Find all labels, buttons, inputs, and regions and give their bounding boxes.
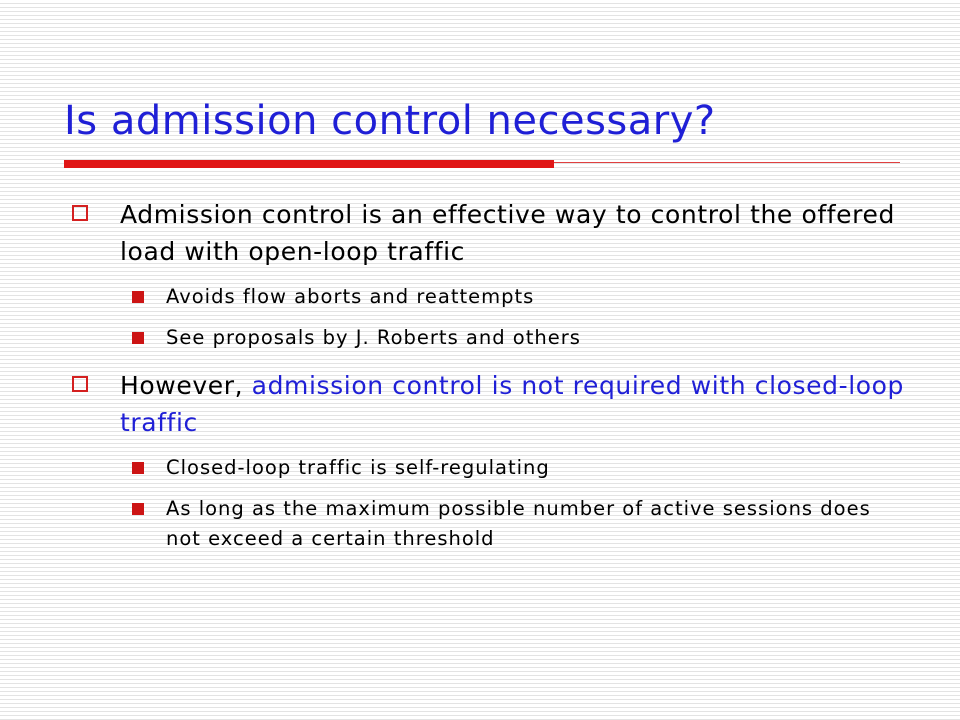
bullet-prefix: However, [120, 371, 252, 400]
sub-bullet-self-regulating [72, 453, 912, 483]
bullet-however [72, 367, 912, 441]
sub-bullet-text: Closed-loop traffic is self-regulating [166, 456, 550, 479]
slide-body [72, 196, 912, 565]
filled-square-bullet-icon [132, 332, 144, 344]
filled-square-bullet-icon [132, 503, 144, 515]
bullet-admission-control [72, 196, 912, 270]
filled-square-bullet-icon [132, 462, 144, 474]
bullet-highlight: admission control is not required with closed-loop traffic [120, 371, 905, 437]
sub-bullet-threshold [72, 494, 912, 554]
title-underline-thick [64, 160, 554, 168]
bullet-text: Admission control is an effective way to control the offered load with open-loop traffic [120, 200, 895, 266]
filled-square-bullet-icon [132, 291, 144, 303]
hollow-square-bullet-icon [72, 205, 88, 221]
sub-bullet-text: Avoids flow aborts and reattempts [166, 285, 535, 308]
sub-bullet-text: As long as the maximum possible number of active sessions does not exceed a certain threshold [166, 497, 871, 550]
sub-bullet-text: See proposals by J. Roberts and others [166, 326, 581, 349]
hollow-square-bullet-icon [72, 376, 88, 392]
slide-title: Is admission control necessary? [64, 98, 716, 144]
sub-bullet-proposals [72, 323, 912, 353]
sub-bullet-avoids-aborts [72, 282, 912, 312]
